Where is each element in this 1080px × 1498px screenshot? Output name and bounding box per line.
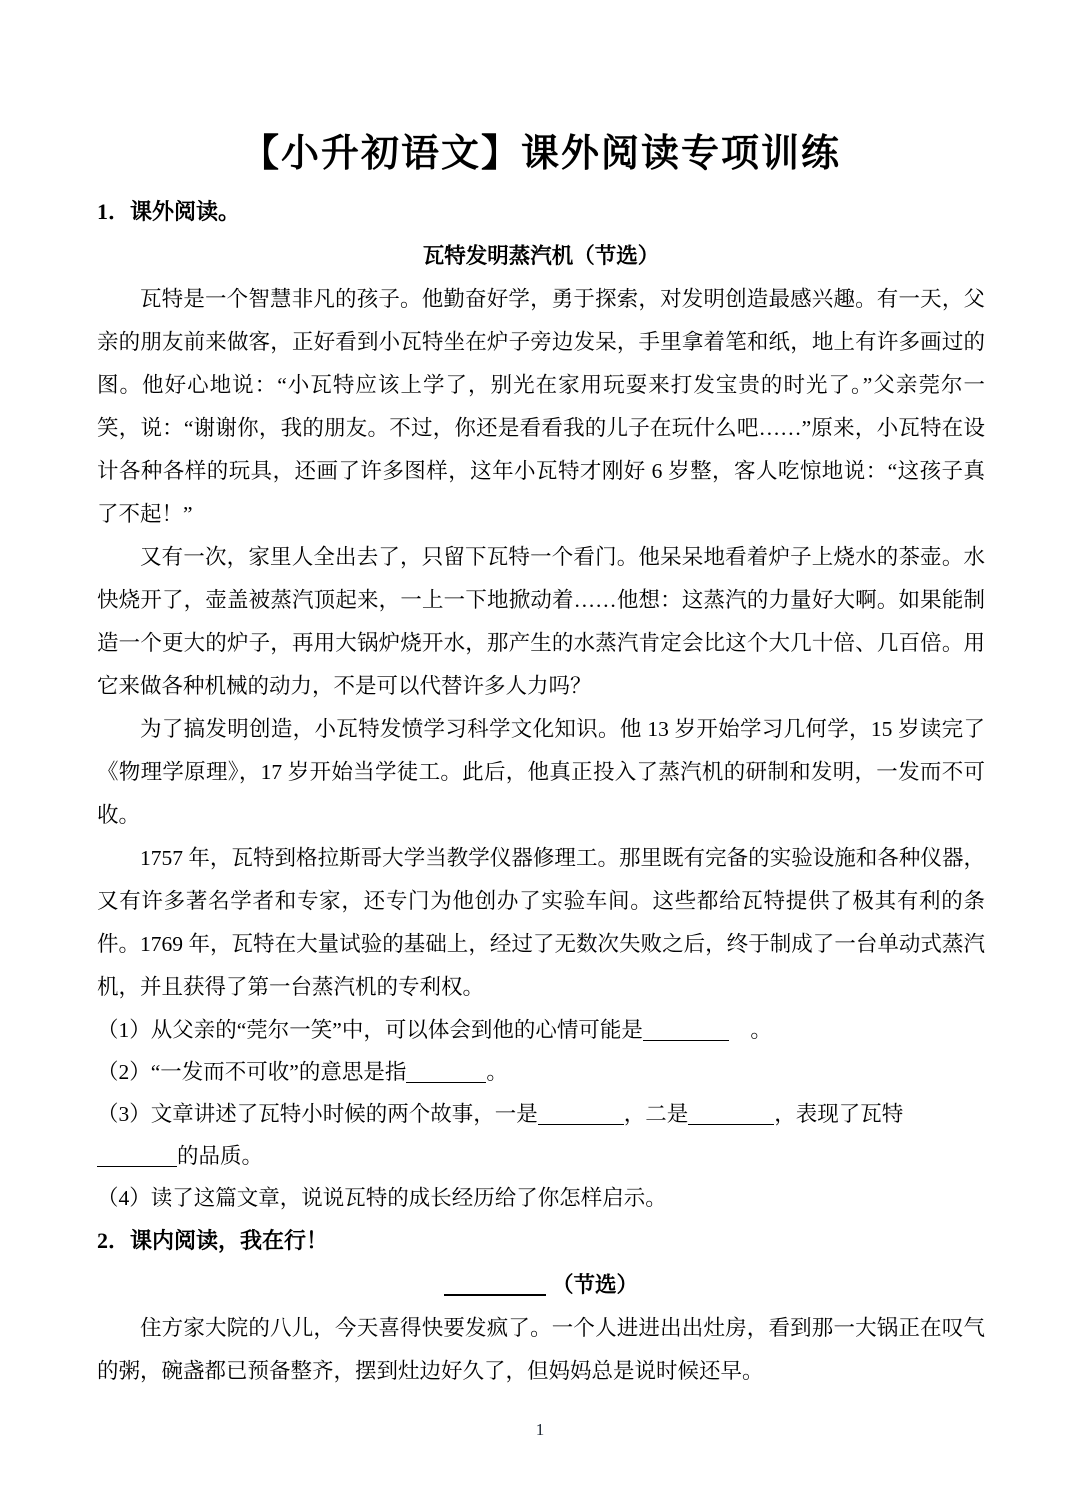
question-3-text-d: 的品质。	[177, 1144, 264, 1168]
passage-paragraph-2: 又有一次，家里人全出去了，只留下瓦特一个看门。他呆呆地看着炉子上烧水的茶壶。水快烧开了，壶盖被蒸汽顶起来，一上一下地掀动着……他想：这蒸汽的力量好大啊。如果能制造一个更大的炉子，再用大锅炉烧开水，那产生的水蒸汽肯定会比这个大几十倍、几百倍。用它来做各种机械的动力，不是可以代替许多人力吗？	[97, 545, 985, 698]
question-4-text: （4）读了这篇文章，说说瓦特的成长经历给了你怎样启示。	[97, 1186, 667, 1210]
section1-passage-title: 瓦特发明蒸汽机（节选）	[422, 244, 660, 268]
question-3-line1	[97, 1093, 985, 1135]
section2-passage-title	[97, 1263, 985, 1307]
answer-blank-title[interactable]	[444, 1293, 546, 1296]
question-1-period: 。	[728, 1018, 772, 1042]
question-3-text-c: ，表现了瓦特	[774, 1102, 904, 1126]
question-3-line2	[97, 1135, 985, 1177]
answer-blank-q3a[interactable]	[538, 1123, 624, 1125]
section2-excerpt-label: （节选）	[551, 1273, 638, 1297]
answer-blank-q1[interactable]	[643, 1039, 729, 1041]
question-4	[97, 1177, 985, 1219]
document-title: 【小升初语文】课外阅读专项训练	[240, 133, 841, 175]
question-1	[97, 1009, 985, 1051]
answer-blank-q2[interactable]	[406, 1081, 486, 1083]
page-number: 1	[535, 1420, 545, 1439]
passage-paragraph-3: 为了搞发明创造，小瓦特发愤学习科学文化知识。他 13 岁开始学习几何学，15 岁读完了《物理学原理》，17 岁开始当学徒工。此后，他真正投入了蒸汽机的研制和发明，一发而不可收。	[97, 717, 985, 827]
section2-heading: 2．课内阅读，我在行！	[97, 1228, 329, 1253]
answer-blank-q3b[interactable]	[688, 1123, 774, 1125]
section1-heading: 1．课外阅读。	[97, 199, 241, 224]
question-3-text-b: ，二是	[623, 1102, 689, 1126]
question-2-period: 。	[486, 1060, 508, 1084]
question-3-text-a: （3）文章讲述了瓦特小时候的两个故事，一是	[97, 1102, 538, 1126]
question-2	[97, 1051, 985, 1093]
question-1-text: （1）从父亲的“莞尔一笑”中，可以体会到他的心情可能是	[97, 1018, 643, 1042]
question-2-text: （2）“一发而不可收”的意思是指	[97, 1060, 407, 1084]
passage-paragraph-1: 瓦特是一个智慧非凡的孩子。他勤奋好学，勇于探索，对发明创造最感兴趣。有一天，父亲的朋友前来做客，正好看到小瓦特坐在炉子旁边发呆，手里拿着笔和纸，地上有许多画过的图。他好心地说：“小瓦特应该上学了，别光在家用玩耍来打发宝贵的时光了。”父亲莞尔一笑，说：“谢谢你，我的朋友。不过，你还是看看我的儿子在玩什么吧……”原来，小瓦特在设计各种各样的玩具，还画了许多图样，这年小瓦特才刚好 6 岁整，客人吃惊地说：“这孩子真了不起！”	[97, 287, 985, 526]
passage-paragraph-4: 1757 年，瓦特到格拉斯哥大学当教学仪器修理工。那里既有完备的实验设施和各种仪器，又有许多著名学者和专家，还专门为他创办了实验车间。这些都给瓦特提供了极其有利的条件。1769 年，瓦特在大量试验的基础上，经过了无数次失败之后，终于制成了一台单动式蒸汽机，并且获得了第一台蒸汽机的专利权。	[97, 846, 985, 999]
section2-paragraph: 住方家大院的八儿，今天喜得快要发疯了。一个人进进出出灶房，看到那一大锅正在叹气的粥，碗盏都已预备整齐，摆到灶边好久了，但妈妈总是说时候还早。	[97, 1316, 985, 1383]
answer-blank-q3c[interactable]	[97, 1165, 177, 1167]
